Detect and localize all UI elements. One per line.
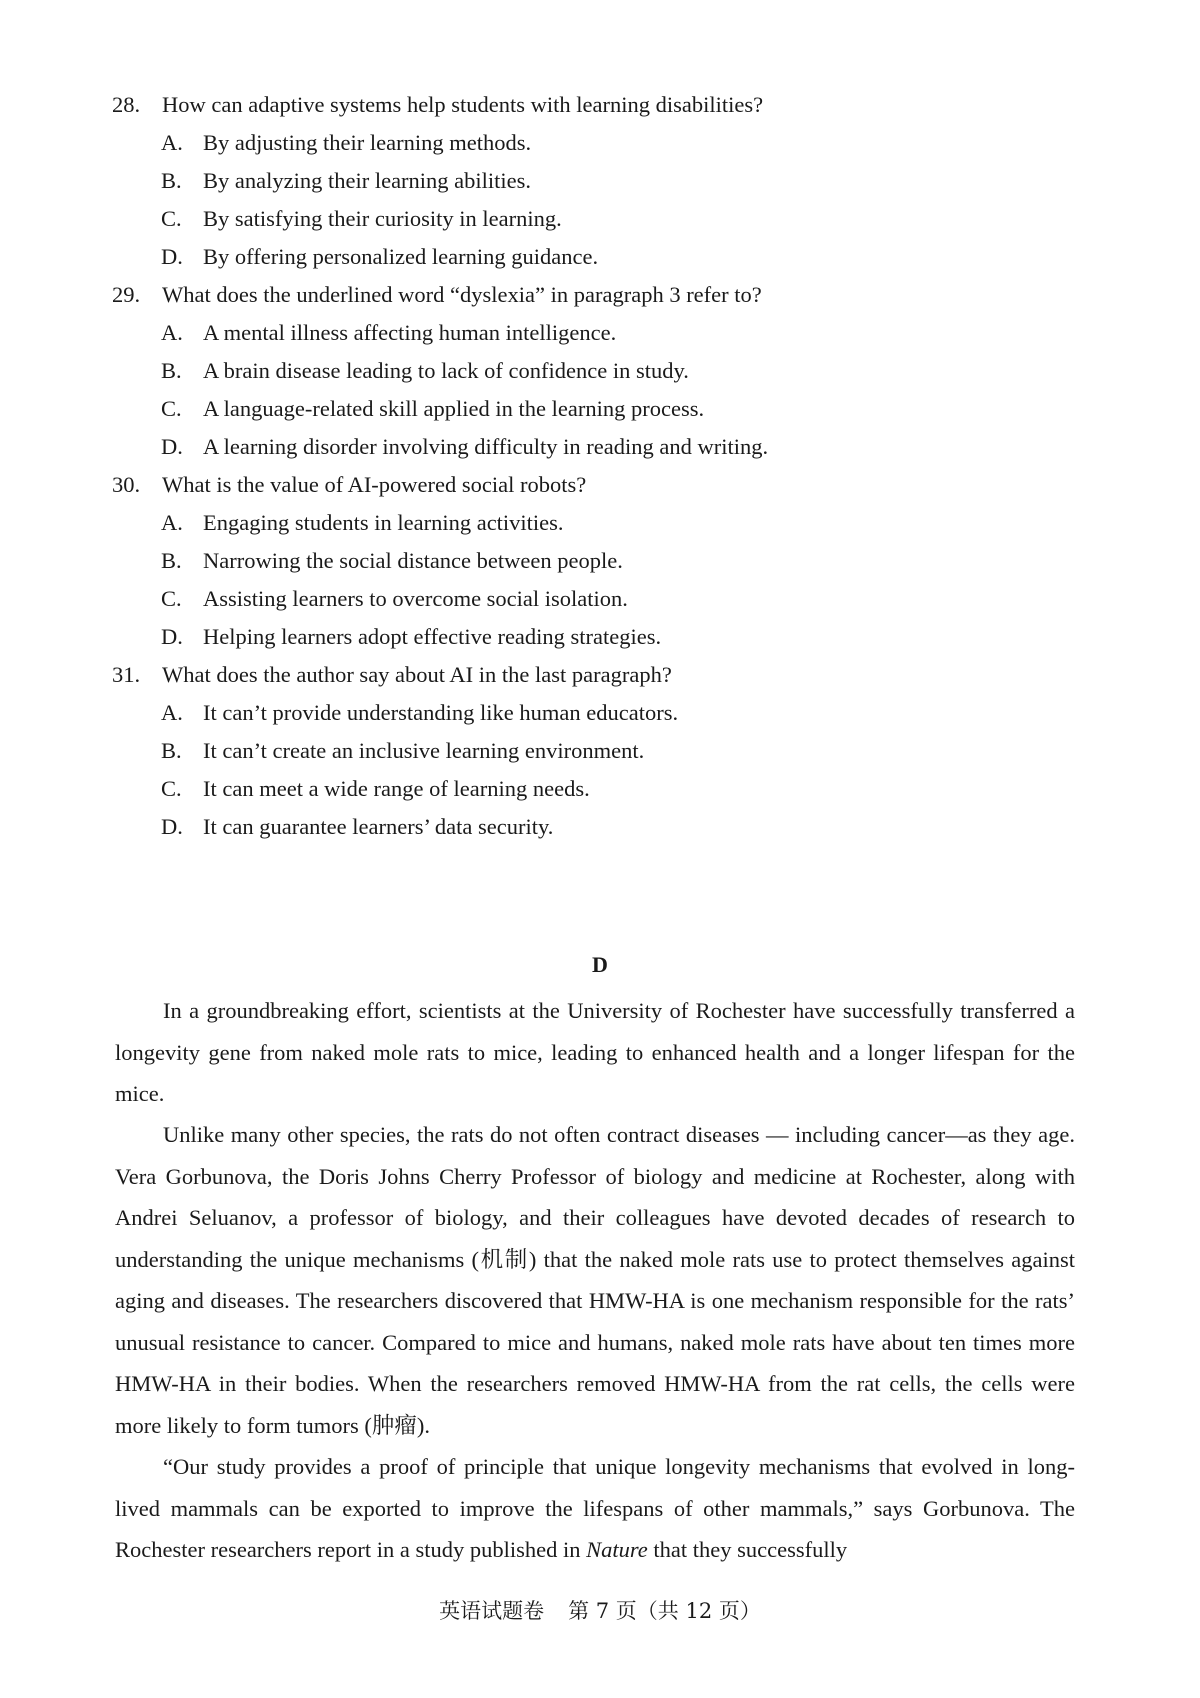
option-text: It can’t provide understanding like human educators. [203,700,679,725]
option-30-a [161,508,564,538]
option-text: A mental illness affecting human intelligence. [203,320,617,345]
option-29-b [161,356,689,386]
option-text: Narrowing the social distance between people. [203,548,623,573]
paragraph-text [115,1446,1075,1571]
option-text: By analyzing their learning abilities. [203,168,532,193]
question-text: What does the author say about AI in the last paragraph? [162,662,672,687]
option-letter: B. [161,738,182,763]
footer-title: 英语试题卷 [439,1599,545,1623]
question-30 [112,470,586,500]
option-letter: B. [161,358,182,383]
page-footer [0,1596,1200,1626]
option-28-c [161,204,562,234]
option-text: It can meet a wide range of learning needs. [203,776,590,801]
option-28-b [161,166,531,196]
passage-paragraph-2 [115,1114,1075,1446]
option-letter: A. [161,130,183,155]
option-text: A language-related skill applied in the learning process. [203,396,705,421]
option-letter: D. [161,434,183,459]
option-30-d [161,622,661,652]
option-31-b [161,736,644,766]
option-text: By satisfying their curiosity in learning. [203,206,562,231]
option-letter: A. [161,320,183,345]
question-text: What does the underlined word “dyslexia” in paragraph 3 refer to? [162,282,762,307]
option-letter: C. [161,396,182,421]
option-letter: C. [161,776,182,801]
option-30-c [161,584,628,614]
option-letter: D. [161,814,183,839]
option-letter: D. [161,244,183,269]
question-number: 29. [112,282,141,307]
option-text: By offering personalized learning guidance. [203,244,599,269]
passage-paragraph-1 [115,990,1075,1115]
question-28 [112,90,763,120]
option-text: By adjusting their learning methods. [203,130,532,155]
option-letter: A. [161,510,183,535]
option-text: Engaging students in learning activities. [203,510,564,535]
question-number: 30. [112,472,141,497]
option-letter: D. [161,624,183,649]
option-31-d [161,812,553,842]
paragraph-text: Unlike many other species, the rats do not often contract diseases — including cancer—as they age. Vera Gorbunova, the Doris Johns Cherry Professor of biology and medicine at Rochester, along with Andrei Seluanov, a professor of biology, and their colleagues have devoted decades of research to understanding the unique mechanisms (机制) that the naked mole rats use to protect themselves against aging and diseases. The researchers discovered that HMW-HA is one mechanism responsible for the rats’ unusual resistance to cancer. Compared to mice and humans, naked mole rats have about ten times more HMW-HA in their bodies. When the researchers removed HMW-HA from the rat cells, the cells were more likely to form tumors (肿瘤). [115,1122,1075,1438]
option-text: A brain disease leading to lack of confidence in study. [203,358,689,383]
section-title: D [592,952,608,977]
option-letter: C. [161,586,182,611]
option-text: Assisting learners to overcome social isolation. [203,586,628,611]
option-29-d [161,432,768,462]
journal-name: Nature [586,1537,648,1562]
option-letter: A. [161,700,183,725]
option-31-c [161,774,590,804]
option-text: A learning disorder involving difficulty in reading and writing. [203,434,769,459]
question-number: 28. [112,92,141,117]
option-28-a [161,128,531,158]
paragraph-text-before: “Our study provides a proof of principle that unique longevity mechanisms that evolved in long-lived mammals can be exported to improve the lifespans of other mammals,” says Gorbunova. The Rochester researchers report in a study published in [115,1454,1075,1562]
paragraph-text-after: that they successfully [647,1537,848,1562]
option-30-b [161,546,623,576]
passage-paragraph-3 [115,1446,1075,1571]
paragraph-text: In a groundbreaking effort, scientists at the University of Rochester have successfully transferred a longevity gene from naked mole rats to mice, leading to enhanced health and a longer lifespan for the mice. [115,998,1075,1106]
option-letter: B. [161,168,182,193]
question-text: How can adaptive systems help students with learning disabilities? [162,92,764,117]
question-29 [112,280,762,310]
question-text: What is the value of AI-powered social robots? [162,472,587,497]
question-31 [112,660,672,690]
footer-page-number: 第 7 页（共 12 页） [568,1599,761,1623]
option-31-a [161,698,678,728]
option-letter: B. [161,548,182,573]
option-28-d [161,242,598,272]
option-text: It can guarantee learners’ data security. [203,814,554,839]
option-29-a [161,318,616,348]
option-29-c [161,394,704,424]
option-text: It can’t create an inclusive learning environment. [203,738,645,763]
option-letter: C. [161,206,182,231]
option-text: Helping learners adopt effective reading strategies. [203,624,662,649]
question-number: 31. [112,662,141,687]
